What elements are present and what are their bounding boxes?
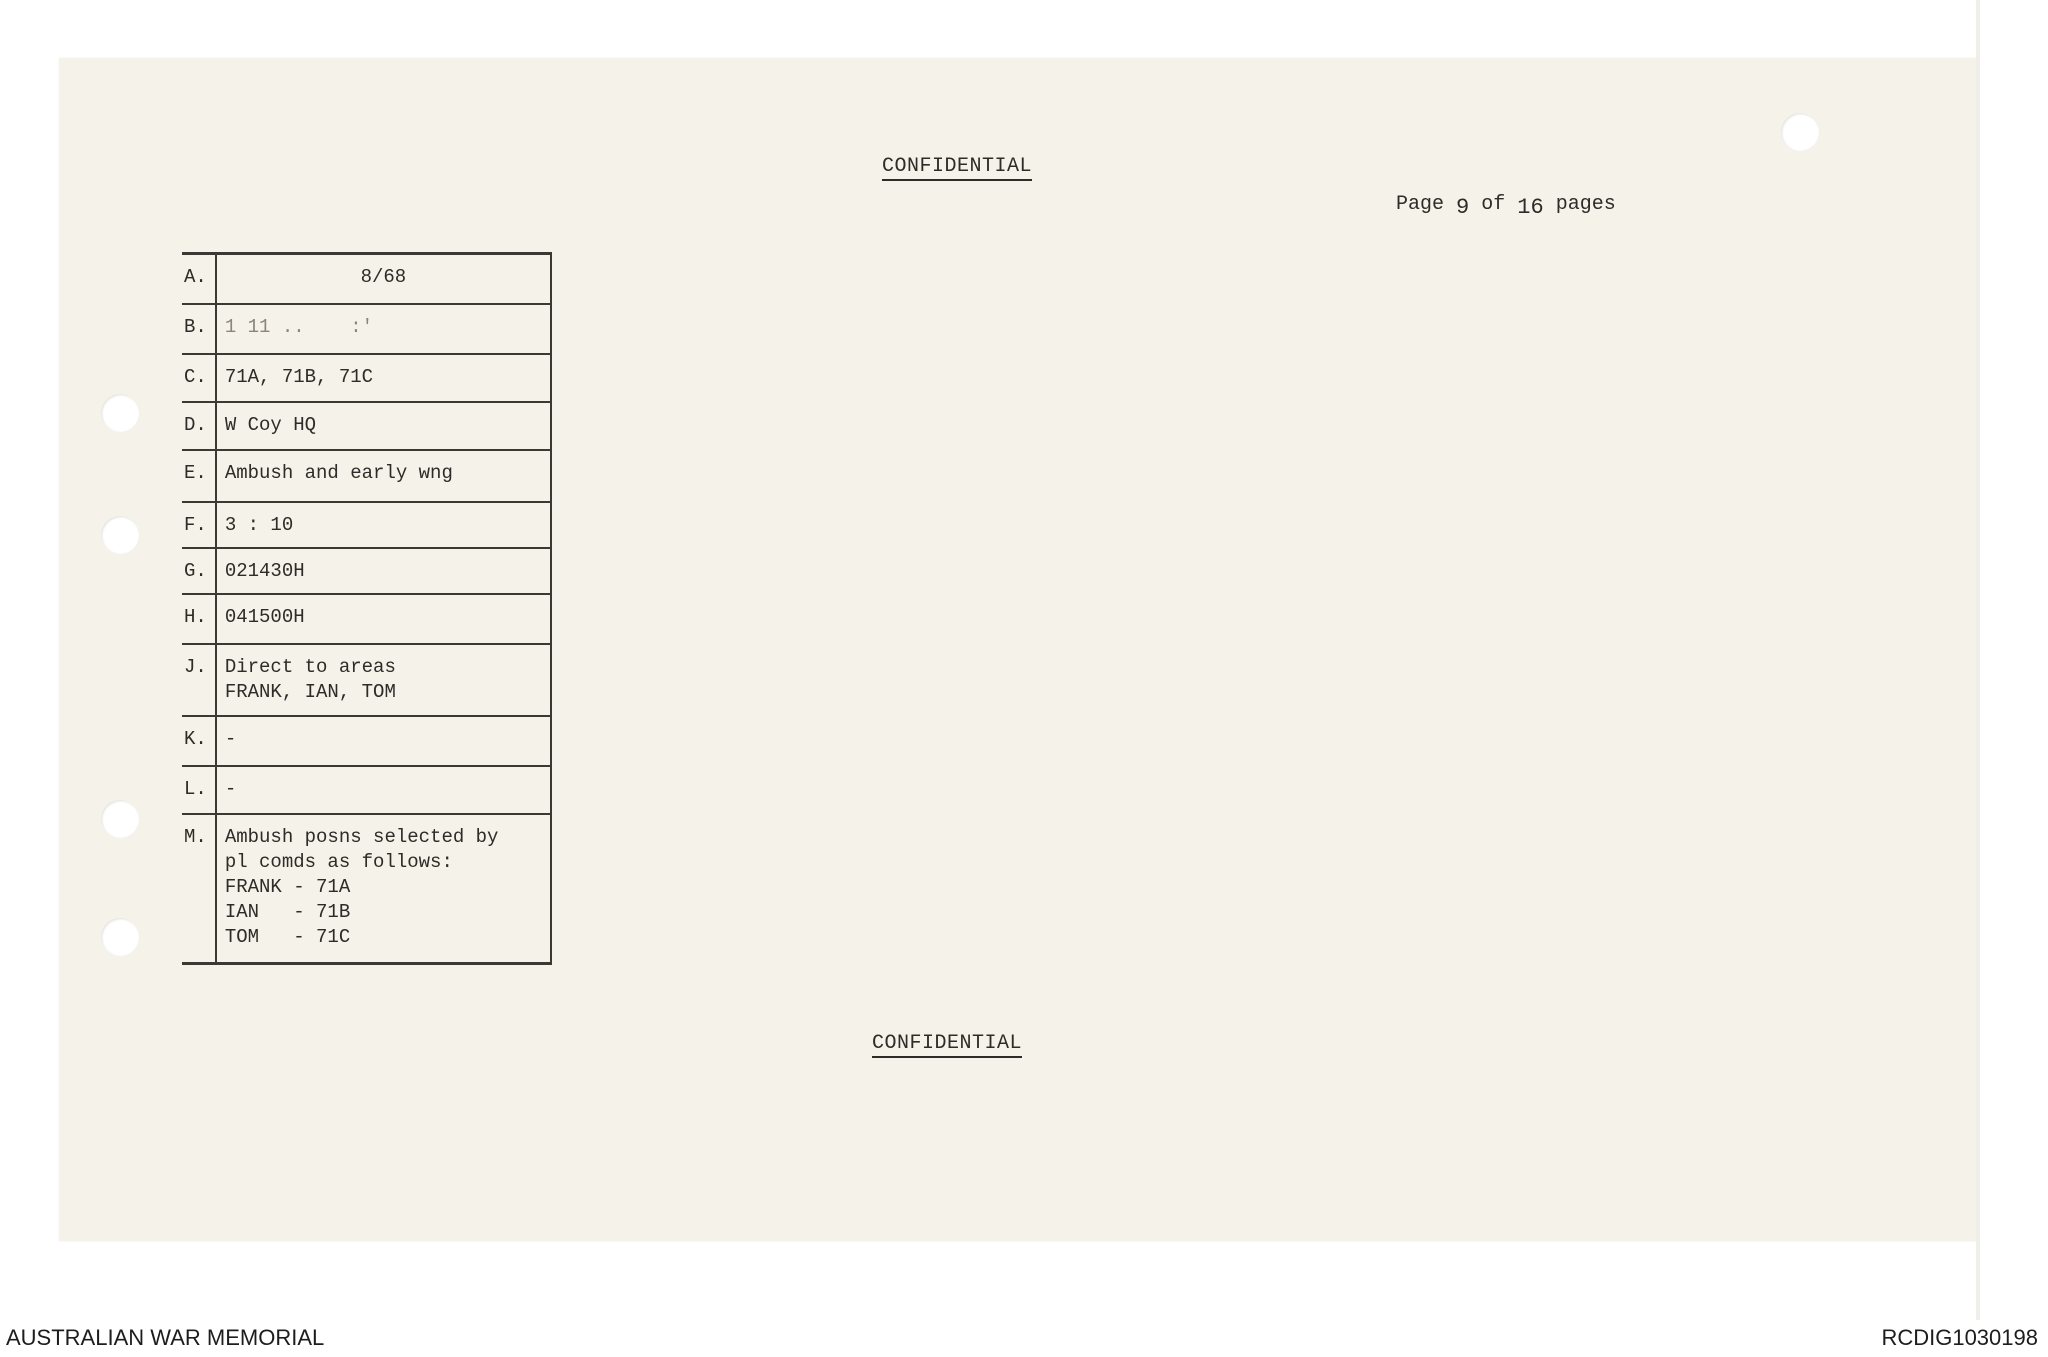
form-row	[182, 354, 551, 402]
serial-form-table	[182, 252, 552, 965]
page-label-prefix: Page	[1396, 193, 1445, 216]
form-row	[182, 402, 551, 450]
form-row-value	[216, 716, 551, 766]
form-row-letter: D.	[182, 402, 216, 450]
form-row-value-line: -	[224, 777, 237, 800]
form-row-value-line: 041500H	[224, 605, 305, 628]
punch-hole-left-2	[101, 516, 139, 554]
form-row	[182, 594, 551, 644]
form-row-value-line: FRANK - 71A	[224, 875, 351, 898]
punch-hole-top-right	[1781, 113, 1819, 151]
punch-hole-left-1	[101, 394, 139, 432]
page-current: 9	[1456, 195, 1470, 220]
form-row-letter: C.	[182, 354, 216, 402]
form-row-value	[216, 402, 551, 450]
punch-hole-left-3	[101, 800, 139, 838]
form-row-value-line: 8/68	[360, 266, 407, 288]
punch-hole-left-4	[101, 918, 139, 956]
form-row-value	[216, 594, 551, 644]
form-row	[182, 548, 551, 594]
form-row	[182, 502, 551, 548]
form-row-letter: K.	[182, 716, 216, 766]
form-row-value-line: FRANK, IAN, TOM	[224, 680, 396, 703]
form-row-value-line: Direct to areas	[224, 655, 396, 678]
form-row-value-line: -	[224, 727, 237, 750]
form-row	[182, 766, 551, 814]
form-row-value-line: 021430H	[224, 559, 305, 582]
page-total: 16	[1517, 195, 1544, 220]
form-row-letter: F.	[182, 502, 216, 548]
page-of: of	[1481, 193, 1506, 216]
form-row-letter: H.	[182, 594, 216, 644]
classification-footer: CONFIDENTIAL	[872, 1033, 1022, 1058]
form-row	[182, 814, 551, 964]
form-row-letter: A.	[182, 254, 216, 304]
form-row-value	[216, 766, 551, 814]
form-row-value-line: pl comds as follows:	[224, 850, 453, 873]
form-row	[182, 450, 551, 502]
form-row-letter: G.	[182, 548, 216, 594]
institution-credit: AUSTRALIAN WAR MEMORIAL	[6, 1325, 325, 1350]
form-row-letter: M.	[182, 814, 216, 964]
page-label-suffix: pages	[1555, 193, 1616, 216]
form-row-letter: L.	[182, 766, 216, 814]
form-row-letter: B.	[182, 304, 216, 354]
form-row-value	[216, 354, 551, 402]
form-row-value	[216, 548, 551, 594]
form-row	[182, 304, 551, 354]
form-row	[182, 644, 551, 716]
form-row-value-line: Ambush posns selected by	[224, 825, 499, 848]
form-row-letter: J.	[182, 644, 216, 716]
form-row	[182, 716, 551, 766]
form-row-value-line: Ambush and early wng	[224, 461, 453, 484]
form-row-value	[216, 814, 551, 964]
classification-header: CONFIDENTIAL	[882, 156, 1032, 181]
page-edge	[1976, 0, 1980, 1320]
form-row-value-line: 3 : 10	[224, 513, 294, 536]
form-row-value-line: TOM - 71C	[224, 925, 351, 948]
form-row-value-line: W Coy HQ	[224, 413, 317, 436]
form-row-value-line: IAN - 71B	[224, 900, 351, 923]
form-row-letter: E.	[182, 450, 216, 502]
form-row-value	[216, 644, 551, 716]
form-row-value	[216, 254, 551, 304]
catalogue-id: RCDIG1030198	[1881, 1325, 2038, 1350]
page-number	[1396, 192, 1616, 220]
form-row-value-line: 1 11 .. :'	[224, 315, 374, 338]
form-row-value	[216, 502, 551, 548]
form-row	[182, 254, 551, 304]
form-row-value-line: 71A, 71B, 71C	[224, 365, 374, 388]
form-row-value	[216, 304, 551, 354]
form-row-value	[216, 450, 551, 502]
